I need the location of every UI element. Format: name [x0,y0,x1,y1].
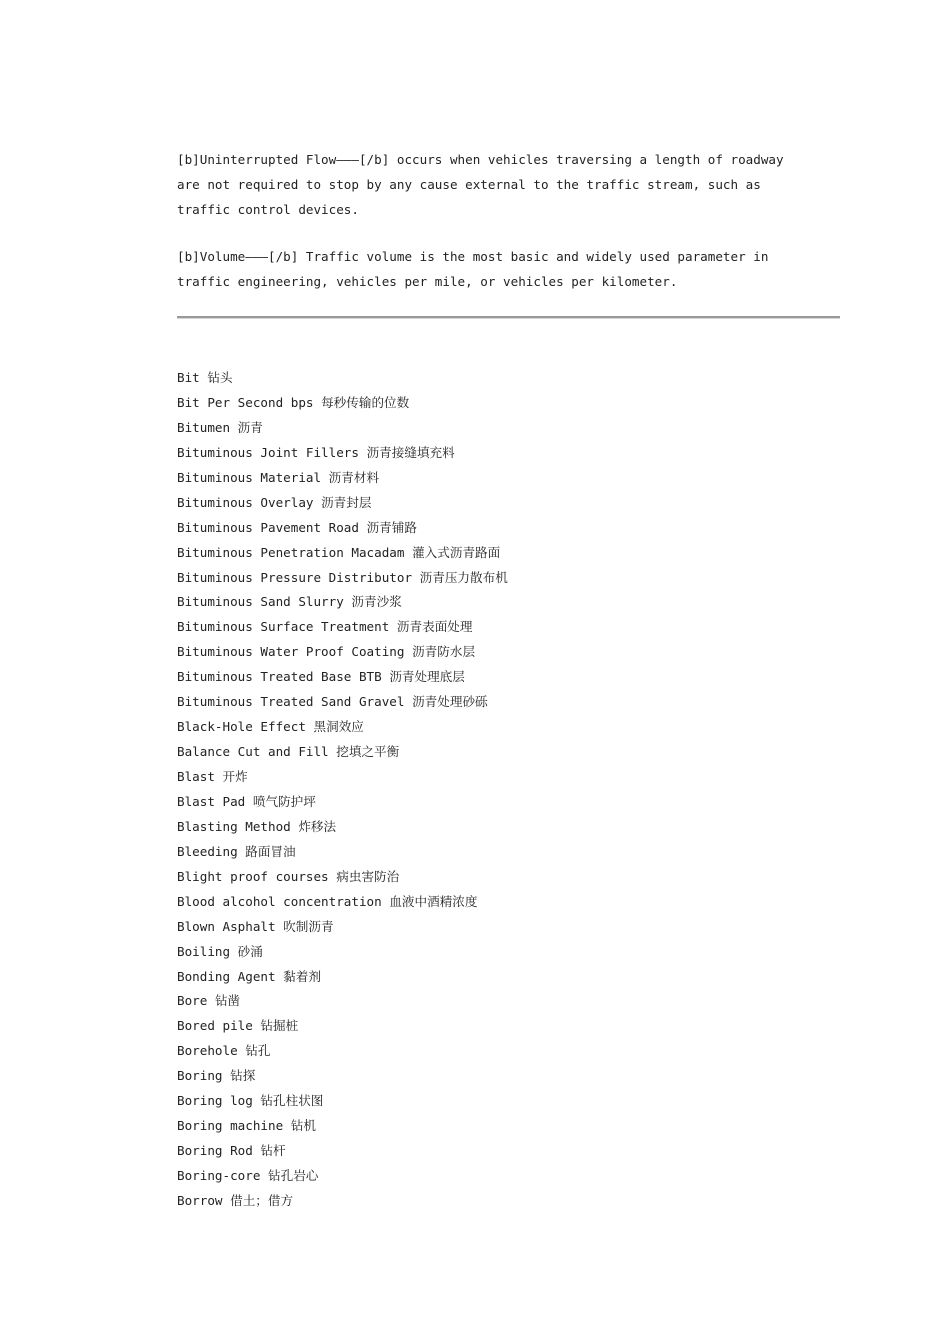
glossary-translation: 沥青防水层 [412,644,476,660]
glossary-term: Boring-core [177,1168,261,1183]
glossary-term: Bituminous Penetration Macadam [177,544,405,560]
glossary-entry [177,790,840,815]
glossary-entry [177,1139,840,1164]
glossary-term: Bituminous Treated Base BTB [177,669,382,685]
glossary-translation: 沥青表面处理 [396,619,473,635]
glossary-entry [177,665,840,690]
glossary-translation: 沥青接缝填充料 [366,444,455,460]
glossary-translation: 钻孔 [245,1043,271,1059]
glossary-term: Bit Per Second bps [177,394,314,410]
glossary-entry [177,640,840,665]
glossary-translation: 沥青材料 [328,469,380,485]
glossary-entry [177,1039,840,1064]
glossary-translation: 钻杆 [260,1143,286,1159]
glossary-entry [177,516,840,541]
glossary-translation: 血液中酒精浓度 [389,893,478,909]
glossary-term: Boring [177,1068,223,1084]
glossary-term: Bituminous Sand Slurry [177,594,344,610]
glossary-term: Blast [177,769,215,784]
glossary-entry [177,391,840,416]
glossary-translation: 沥青沙浆 [351,594,402,610]
glossary-translation: 病虫害防治 [336,868,400,884]
glossary-entry [177,940,840,965]
glossary-translation: 沥青 [237,419,263,435]
glossary-translation: 挖填之平衡 [336,744,400,760]
glossary-entry [177,989,840,1014]
glossary-entry [177,1114,840,1139]
glossary-entry [177,1164,840,1189]
glossary-translation: 沥青压力散布机 [419,569,508,585]
glossary-entry [177,566,840,591]
glossary-term: Bored pile [177,1018,253,1034]
glossary-translation: 沥青处理底层 [389,669,465,685]
glossary-translation: 钻机 [290,1118,316,1134]
glossary-translation: 钻孔柱状图 [260,1093,324,1109]
definition-volume: [b]Volume———[/b] Traffic volume is the most basic and widely used parameter in traffic engineering, vehicles per mile, or vehicles per kilometer. [177,249,769,289]
glossary-term: Bituminous Treated Sand Gravel [177,694,405,710]
glossary-term: Boring machine [177,1118,284,1134]
glossary-term: Bit [177,370,200,385]
glossary-translation: 沥青处理砂砾 [412,694,488,710]
glossary-term: Bituminous Pressure Distributor [177,569,413,585]
glossary-translation: 借土；借方 [230,1192,294,1208]
glossary-entry [177,1089,840,1114]
glossary-term: Bonding Agent [177,968,276,984]
glossary-entry [177,890,840,915]
glossary-entry [177,715,840,740]
glossary-term: Bitumen [177,419,231,435]
glossary-entry [177,1189,840,1214]
glossary-term: Black-Hole Effect [177,719,306,735]
glossary-entry [177,541,840,566]
glossary-translation: 钻头 [207,370,233,385]
glossary-entry [177,965,840,990]
glossary-translation: 钻掘桩 [260,1018,299,1034]
glossary-term: Borrow [177,1192,223,1208]
glossary-term: Balance Cut and Fill [177,744,329,760]
glossary-translation: 沥青封层 [321,494,372,510]
glossary-translation: 钻孔岩心 [268,1168,319,1183]
glossary-translation: 灌入式沥青路面 [412,544,501,560]
definition-uninterrupted-flow: [b]Uninterrupted Flow———[/b] occurs when vehicles traversing a length of roadway are not required to stop by any cause external to the traffic stream, such as traffic control devices. [177,152,784,217]
glossary-term: Boring log [177,1093,253,1109]
glossary-term: Blight proof courses [177,868,329,884]
glossary-term: Borehole [177,1043,238,1059]
glossary-term: Blasting Method [177,818,291,834]
glossary-entry [177,815,840,840]
glossary-term: Bleeding [177,843,238,859]
glossary-entry [177,366,840,391]
glossary-translation: 路面冒油 [245,843,296,859]
glossary-term: Bituminous Pavement Road [177,519,359,535]
glossary-translation: 钻凿 [214,993,241,1009]
glossary-entry [177,865,840,890]
glossary-entry [177,466,840,491]
glossary-entry [177,590,840,615]
glossary-term: Boiling [177,943,231,959]
glossary-term: Bituminous Water Proof Coating [177,644,405,660]
glossary-entry [177,1014,840,1039]
glossary-term: Blood alcohol concentration [177,893,382,909]
glossary-translation: 黏着剂 [283,968,321,984]
glossary-entry [177,491,840,516]
glossary-list [177,366,840,1214]
glossary-entry [177,765,840,790]
glossary-translation: 炸移法 [298,818,337,834]
glossary-translation: 钻探 [230,1068,256,1084]
glossary-term: Boring Rod [177,1143,253,1159]
glossary-translation: 开炸 [222,769,248,784]
glossary-entry [177,740,840,765]
glossary-translation: 黑洞效应 [313,719,364,735]
glossary-translation: 沥青铺路 [366,519,417,535]
glossary-entry [177,416,840,441]
glossary-translation: 喷气防护坪 [252,793,316,809]
glossary-term: Bituminous Surface Treatment [177,619,390,635]
glossary-term: Blast Pad [177,793,246,809]
glossary-translation: 砂涌 [237,943,263,959]
horizontal-divider [177,316,840,319]
glossary-term: Bituminous Material [177,469,322,485]
glossary-entry [177,1064,840,1089]
glossary-term: Bituminous Overlay [177,494,314,510]
glossary-entry [177,915,840,940]
glossary-term: Bituminous Joint Fillers [177,444,359,460]
document-page [177,147,840,1214]
glossary-term: Blown Asphalt [177,918,276,934]
glossary-entry [177,690,840,715]
glossary-entry [177,441,840,466]
glossary-translation: 每秒传输的位数 [321,394,410,410]
glossary-term: Bore [177,993,208,1009]
glossary-translation: 吹制沥青 [283,918,334,934]
glossary-entry [177,615,840,640]
glossary-entry [177,840,840,865]
